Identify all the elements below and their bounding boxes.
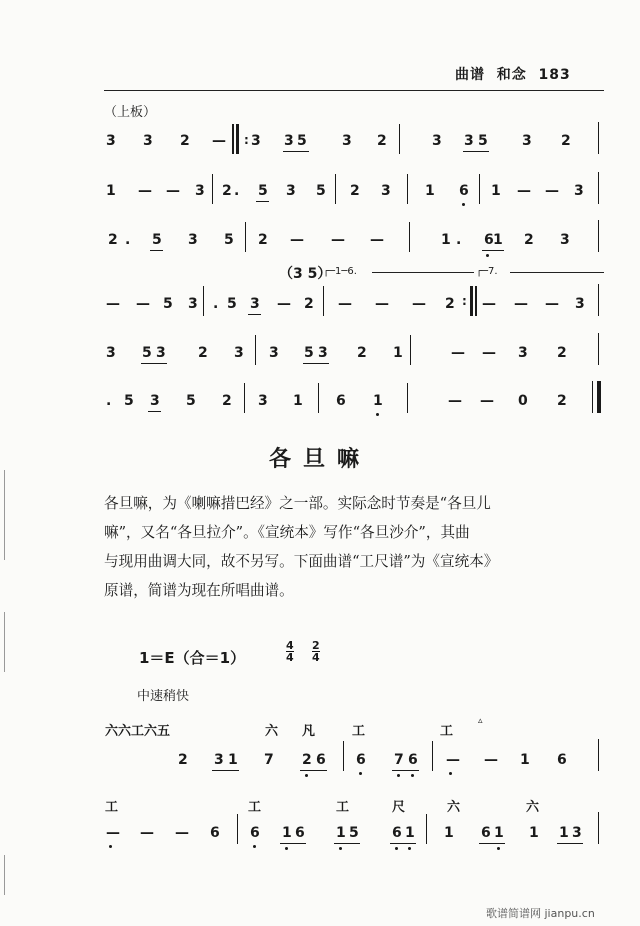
beam [280,843,306,844]
beam [283,151,309,152]
paragraph-line: 嘛”，又名“各旦拉介”。《宣统本》写作“各旦沙介”，其曲 [104,524,470,541]
note: 2 [350,183,360,199]
note: 3 [464,133,474,149]
note: 6 [250,825,260,841]
note: 6 [459,183,469,199]
note: 2 [222,393,232,409]
header-rule [104,90,604,91]
beam [463,151,489,152]
note: 1 [493,232,503,248]
note: 1 [491,183,501,199]
beam [212,770,239,771]
note: 5 [163,296,173,312]
octave-dot [305,774,308,777]
note: 1 [444,825,454,841]
note: 6 [392,825,402,841]
tempo-mark: （上板） [104,105,157,120]
scan-edge-mark [4,855,5,895]
note: 6 [210,825,220,841]
note: 5 [258,183,268,199]
octave-dot [376,413,379,416]
note: — [338,296,352,312]
note: 6 [336,393,346,409]
note: 5 [186,393,196,409]
note: — [106,825,120,841]
beam [148,411,161,412]
barline [426,814,427,844]
octave-dot [486,254,489,257]
repeat-colon: : [244,133,249,147]
note: 3 [318,345,328,361]
beam [479,843,505,844]
note: — [136,296,150,312]
barline [598,284,599,316]
paragraph-line: 与现用曲调大同，故不另写。下面曲谱“工尺谱”为《宣统本》 [104,553,499,570]
note: 6 [481,825,491,841]
note: 1 [293,393,303,409]
note: 6 [484,232,494,248]
barline [432,741,433,771]
octave-dot [397,774,400,777]
note: — [412,296,426,312]
note: 1 [405,825,415,841]
barline [475,286,477,316]
note: 3 [574,183,584,199]
note: 3 [234,345,244,361]
barline [318,383,319,413]
beam [303,363,329,364]
note: 2 [222,183,232,199]
note: 2 [561,133,571,149]
note: 1 [373,393,383,409]
note: — [166,183,180,199]
note: 6 [356,752,366,768]
note: 3 [258,393,268,409]
note: — [545,183,559,199]
note: 6 [316,752,326,768]
note: 3 [432,133,442,149]
note: 6 [557,752,567,768]
beam [150,250,163,251]
note: 1 [228,752,238,768]
gongche-symbol: 六六工六五 [105,724,171,739]
note: 3 [143,133,153,149]
beam [248,314,261,315]
note: — [375,296,389,312]
note: 7 [394,752,404,768]
note: — [482,296,496,312]
note: 1 [559,825,569,841]
note: 3 [518,345,528,361]
note: — [175,825,189,841]
note: 1 [336,825,346,841]
paragraph-line: 各旦嘛，为《喇嘛措巴经》之一部。实际念时节奏是“各旦儿 [104,495,491,512]
time-sig-denominator: 4 [286,651,294,664]
scan-edge-mark [4,612,5,672]
note: 5 [152,232,162,248]
barline [598,739,599,771]
octave-dot [339,847,342,850]
note: 2 [524,232,534,248]
note: 2 [304,296,314,312]
note: — [517,183,531,199]
note: 5 [227,296,237,312]
note: — [212,133,226,149]
scan-edge-mark [4,470,5,560]
barline [255,335,256,365]
note: . [213,296,219,312]
note: 2 [180,133,190,149]
barline [592,381,593,413]
barline [598,122,599,154]
note: 2 [258,232,268,248]
note: 6 [295,825,305,841]
note: 2 [178,752,188,768]
time-sig-denominator: 4 [312,651,320,664]
barline [343,741,344,771]
note: 1 [529,825,539,841]
note: — [451,345,465,361]
barline [479,174,480,204]
note: 3 [188,296,198,312]
note: 3 [250,296,260,312]
note: 1 [282,825,292,841]
barline [598,812,599,844]
note: 5 [349,825,359,841]
beam [300,770,327,771]
gongche-symbol: 六 [526,800,540,815]
note: 3 [342,133,352,149]
note: 2 [445,296,455,312]
time-sig-numerator: 4 [286,639,294,652]
time-signature-b [312,640,320,663]
note: — [140,825,154,841]
note: 5 [297,133,307,149]
time-sig-numerator: 2 [312,639,320,652]
barline [399,124,400,154]
note: 3 [572,825,582,841]
barline [203,286,204,316]
time-signature-a [286,640,294,663]
note: 3 [269,345,279,361]
note: 5 [142,345,152,361]
note: — [545,296,559,312]
volta-2-label: ┌─7. [476,266,498,277]
volta-1-line [372,272,474,273]
note: 3 [156,345,166,361]
note: 2 [198,345,208,361]
gongche-symbol: 六 [447,800,461,815]
paragraph-line: 原谱，简谱为现在所唱曲谱。 [104,582,294,599]
note: 3 [522,133,532,149]
gongche-symbol: 六 [265,724,279,739]
octave-dot [359,772,362,775]
note: . [125,232,131,248]
note: — [277,296,291,312]
note: 5 [316,183,326,199]
barline [212,174,213,204]
note: 5 [478,133,488,149]
note: — [331,232,345,248]
gongche-symbol: 工 [248,800,262,815]
note: 3 [214,752,224,768]
note: 2 [557,345,567,361]
note: 5 [224,232,234,248]
note: — [138,183,152,199]
octave-dot [408,847,411,850]
barline [236,124,239,154]
octave-dot [449,772,452,775]
octave-dot [109,845,112,848]
note: 7 [264,752,274,768]
barline [598,220,599,252]
note: 1 [393,345,403,361]
note: — [446,752,460,768]
barline [598,333,599,365]
barline [245,222,246,252]
beam [557,843,583,844]
note: 3 [195,183,205,199]
note: 3 [106,133,116,149]
octave-dot [285,847,288,850]
final-barline [597,381,601,413]
note: 3 [560,232,570,248]
volta-1-label: ┌─1─6. [323,266,357,277]
barline [335,174,336,204]
barline [407,174,408,204]
octave-dot [395,847,398,850]
volta-2-line [510,272,604,273]
barline [470,286,473,316]
note: 2 [377,133,387,149]
gongche-symbol: 工 [440,724,454,739]
note: . [234,183,240,199]
beam [256,201,269,202]
tempo-indication: 中速稍快 [137,689,190,704]
barline [323,286,324,316]
gongche-symbol: 凡 [302,724,316,739]
note: 3 [286,183,296,199]
barline [237,814,238,844]
note: — [290,232,304,248]
note: 3 [381,183,391,199]
note: 5 [304,345,314,361]
note: — [448,393,462,409]
beam [482,250,504,251]
note: 0 [518,393,528,409]
octave-dot [411,774,414,777]
barline [598,172,599,204]
beam [334,843,360,844]
note: 6 [408,752,418,768]
note: 1 [106,183,116,199]
barline [232,124,234,154]
octave-dot [462,203,465,206]
note: 2 [357,345,367,361]
note: — [480,393,494,409]
octave-dot [497,847,500,850]
octave-dot [253,845,256,848]
beam [390,843,416,844]
note: 1 [520,752,530,768]
note: — [484,752,498,768]
note: 3 [251,133,261,149]
note: . [456,232,462,248]
volta-parenthesis: （3 5） [279,266,332,282]
note: 3 [575,296,585,312]
note: — [370,232,384,248]
note: 2 [302,752,312,768]
note: — [514,296,528,312]
gongche-symbol: 工 [105,800,119,815]
barline [407,383,408,413]
note: 1 [494,825,504,841]
barline [409,222,410,252]
note: — [106,296,120,312]
note: 5 [124,393,134,409]
note: . [106,393,112,409]
note: 3 [188,232,198,248]
barline [410,335,411,365]
barline [244,383,245,413]
note: 1 [425,183,435,199]
repeat-colon: : [462,294,467,308]
note: 1 [441,232,451,248]
note: 3 [150,393,160,409]
beam [141,363,167,364]
gongche-symbol: 工 [352,724,366,739]
note: 3 [106,345,116,361]
beam [392,770,419,771]
key-signature: 1＝E（合＝1） [139,649,246,667]
page-header: 曲谱 和念 183 [455,67,571,83]
note: 3 [284,133,294,149]
note: — [482,345,496,361]
section-title: 各旦嘛 [268,447,371,472]
ornament-mark: ▵ [478,716,483,726]
watermark: 歌谱简谱网 jianpu.cn [486,907,595,920]
note: 2 [557,393,567,409]
gongche-symbol: 尺 [392,800,406,815]
gongche-symbol: 工 [336,800,350,815]
note: 2 [108,232,118,248]
